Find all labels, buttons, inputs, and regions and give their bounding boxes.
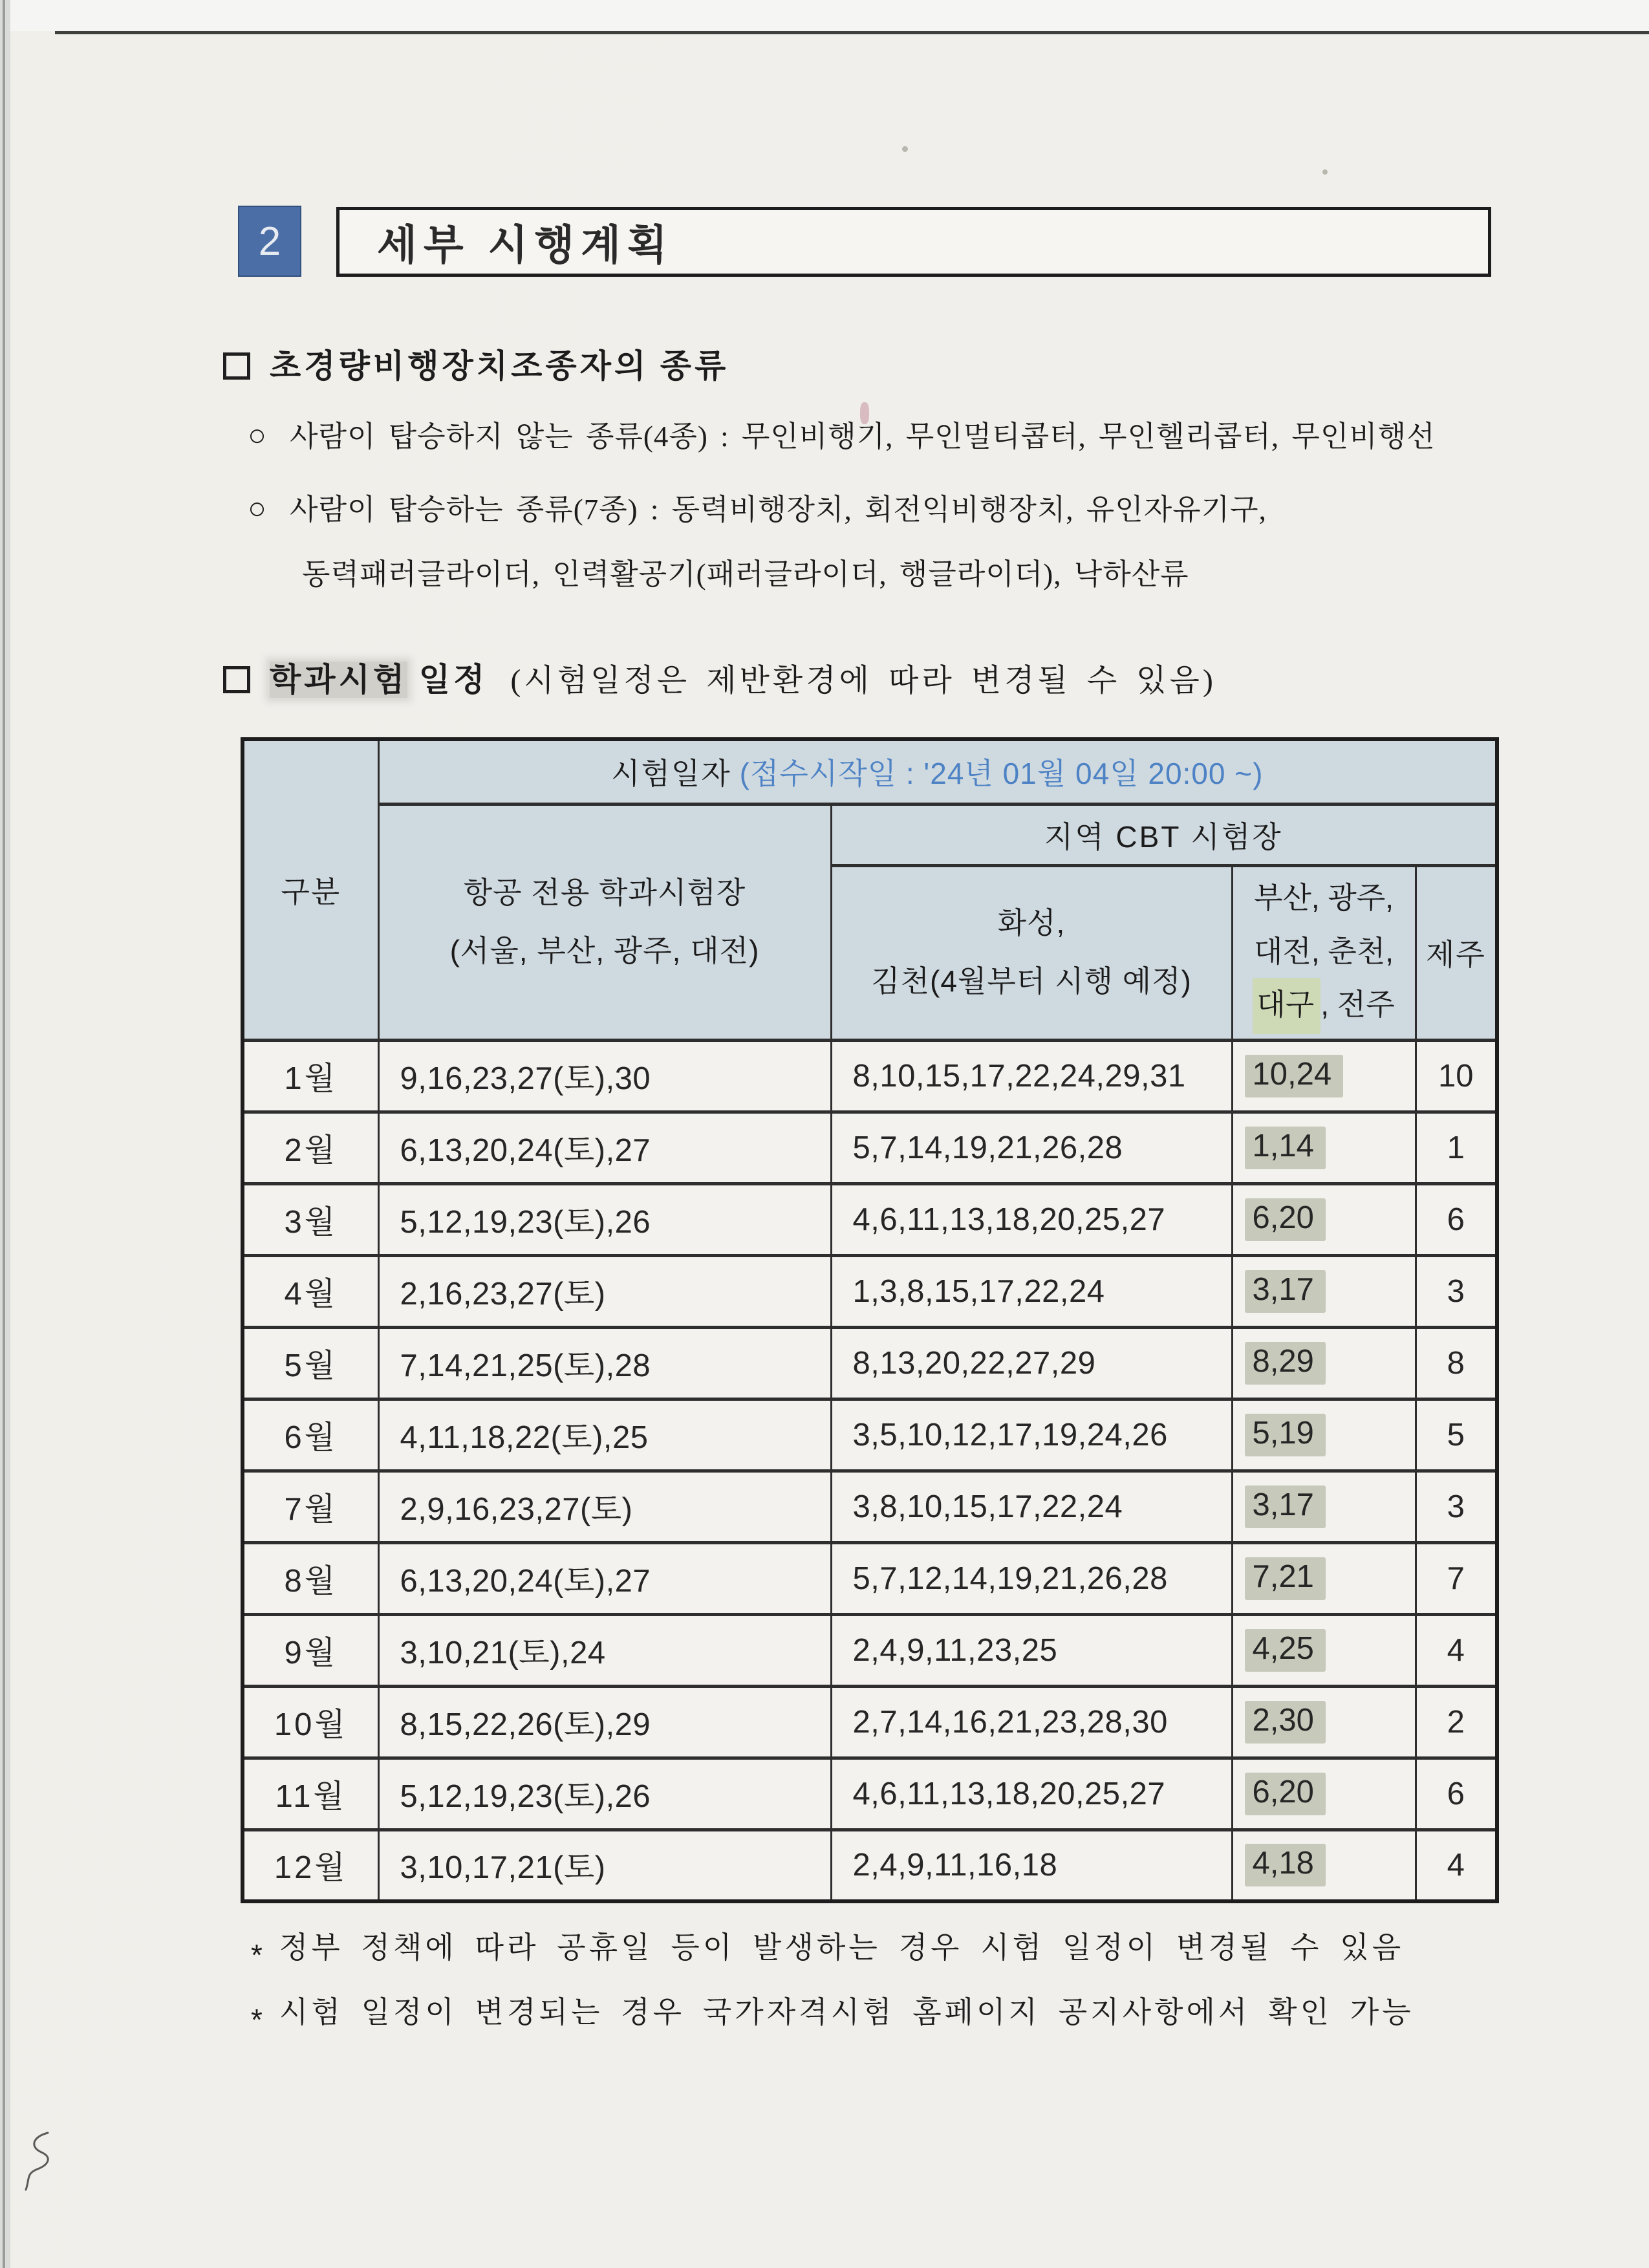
- scan-speck: [1322, 169, 1328, 175]
- footnote-2-text: 시험 일정이 변경되는 경우 국가자격시험 홈페이지 공지사항에서 확인 가능: [279, 1995, 1414, 2029]
- regional-dates-cell: 8,10,15,17,22,24,29,31: [831, 1040, 1232, 1112]
- highlight-mark: 10,24: [1245, 1055, 1344, 1097]
- aviation-dates-cell: 7,14,21,25(토),28: [378, 1327, 831, 1399]
- jeju-date-cell: 8: [1416, 1327, 1497, 1399]
- highlight-mark: 6,20: [1245, 1773, 1326, 1815]
- table-header-row: [242, 739, 1497, 804]
- month-cell: 6월: [242, 1399, 378, 1471]
- table-row: [242, 1614, 1497, 1686]
- aviation-dates-cell: 2,16,23,27(토): [378, 1255, 831, 1327]
- circle-bullet-icon: ○: [248, 418, 266, 453]
- schedule-section-heading: [270, 660, 1216, 700]
- scan-left-tint: [0, 0, 10, 2268]
- asterisk-icon: *: [251, 2003, 263, 2036]
- table-row: [242, 1183, 1497, 1255]
- regional-dates-cell: 3,5,10,12,17,19,24,26: [831, 1399, 1232, 1471]
- square-bullet-icon: [223, 666, 250, 693]
- table-row: [242, 1686, 1497, 1758]
- regional-dates-cell: 4,6,11,13,18,20,25,27: [831, 1183, 1232, 1255]
- month-cell: 11월: [242, 1758, 378, 1830]
- schedule-section-heading-row: [223, 660, 1216, 700]
- exam-date-label: 시험일자: [611, 757, 731, 791]
- aviation-site-line1: 항공 전용 학과시험장: [463, 875, 746, 909]
- regional-dates-cell: 2,7,14,16,21,23,28,30: [831, 1686, 1232, 1758]
- table-row: [242, 1040, 1497, 1112]
- highlighted-dates-cell: [1232, 1686, 1416, 1758]
- highlighted-dates-cell: [1232, 1471, 1416, 1542]
- aviation-dates-cell: 9,16,23,27(토),30: [378, 1040, 831, 1112]
- hwaseong-line: 화성,: [997, 906, 1066, 940]
- exam-schedule-table: [241, 737, 1499, 1903]
- header-cell-regional-cbt: 지역 CBT 시험장: [831, 804, 1497, 865]
- month-cell: 10월: [242, 1686, 378, 1758]
- highlighted-dates-cell: [1232, 1327, 1416, 1399]
- month-cell: 9월: [242, 1614, 378, 1686]
- highlight-mark: 4,18: [1245, 1844, 1326, 1886]
- jeju-date-cell: 6: [1416, 1758, 1497, 1830]
- jeju-date-cell: 4: [1416, 1614, 1497, 1686]
- jeju-date-cell: 6: [1416, 1183, 1497, 1255]
- square-bullet-icon: [223, 352, 250, 380]
- jeju-date-cell: 1: [1416, 1112, 1497, 1183]
- section-title-bar: [336, 207, 1491, 277]
- highlighted-dates-cell: [1232, 1040, 1416, 1112]
- jeju-date-cell: 7: [1416, 1542, 1497, 1614]
- table-row: [242, 1327, 1497, 1399]
- highlight-smudge: 학과시험: [270, 662, 408, 698]
- aviation-dates-cell: 3,10,17,21(토): [378, 1830, 831, 1901]
- highlighted-dates-cell: [1232, 1758, 1416, 1830]
- types-bullet-2-line2: 동력패러글라이더, 인력활공기(패러글라이더, 행글라이더), 낙하산류: [302, 558, 1189, 590]
- highlighted-dates-cell: [1232, 1614, 1416, 1686]
- regional-dates-cell: 8,13,20,22,27,29: [831, 1327, 1232, 1399]
- handwritten-squiggle-mark: [19, 2128, 71, 2205]
- header-cell-aviation-site: [378, 804, 831, 1040]
- table-row: [242, 1255, 1497, 1327]
- regional-dates-cell: 5,7,12,14,19,21,26,28: [831, 1542, 1232, 1614]
- footnote-1: [251, 1928, 1404, 1972]
- highlighted-dates-cell: [1232, 1830, 1416, 1901]
- regional-dates-cell: 1,3,8,15,17,22,24: [831, 1255, 1232, 1327]
- month-cell: 8월: [242, 1542, 378, 1614]
- highlighted-dates-cell: [1232, 1255, 1416, 1327]
- cities-line1: 부산, 광주,: [1253, 880, 1394, 914]
- table-row: [242, 1758, 1497, 1830]
- table-header-row: [242, 804, 1497, 865]
- aviation-dates-cell: 8,15,22,26(토),29: [378, 1686, 831, 1758]
- header-cell-gubun: 구분: [242, 739, 378, 1040]
- table-row: [242, 1399, 1497, 1471]
- aviation-dates-cell: 6,13,20,24(토),27: [378, 1112, 831, 1183]
- scan-left-edge-line: [3, 0, 5, 2268]
- aviation-dates-cell: 6,13,20,24(토),27: [378, 1542, 831, 1614]
- month-cell: 3월: [242, 1183, 378, 1255]
- table-row: [242, 1112, 1497, 1183]
- asterisk-icon: *: [251, 1938, 263, 1972]
- table-row: [242, 1471, 1497, 1542]
- highlighted-dates-cell: [1232, 1542, 1416, 1614]
- schedule-heading-rest: 일정: [407, 662, 488, 698]
- highlighted-dates-cell: [1232, 1399, 1416, 1471]
- jeju-date-cell: 3: [1416, 1255, 1497, 1327]
- regional-dates-cell: 3,8,10,15,17,22,24: [831, 1471, 1232, 1542]
- highlight-mark: 2,30: [1245, 1701, 1326, 1744]
- highlight-mark: 6,20: [1245, 1198, 1326, 1241]
- month-cell: 2월: [242, 1112, 378, 1183]
- highlight-mark: 5,19: [1245, 1414, 1326, 1456]
- aviation-site-line2: (서울, 부산, 광주, 대전): [449, 933, 760, 967]
- cities-line3: [1233, 978, 1415, 1034]
- regional-dates-cell: 4,6,11,13,18,20,25,27: [831, 1758, 1232, 1830]
- jeju-date-cell: 2: [1416, 1686, 1497, 1758]
- circle-bullet-icon: ○: [248, 491, 266, 526]
- month-cell: 1월: [242, 1040, 378, 1112]
- aviation-dates-cell: 4,11,18,22(토),25: [378, 1399, 831, 1471]
- header-cell-exam-date: [378, 739, 1497, 804]
- footnote-1-text: 정부 정책에 따라 공휴일 등이 발생하는 경우 시험 일정이 변경될 수 있음: [279, 1930, 1405, 1964]
- scan-speck: [902, 146, 908, 152]
- cities-line3-rest: , 전주: [1320, 988, 1395, 1022]
- header-cell-jeju: 제주: [1416, 865, 1497, 1040]
- highlight-mark: 1,14: [1245, 1127, 1326, 1169]
- jeju-date-cell: 4: [1416, 1830, 1497, 1901]
- regional-dates-cell: 2,4,9,11,23,25: [831, 1614, 1232, 1686]
- jeju-date-cell: 3: [1416, 1471, 1497, 1542]
- aviation-dates-cell: 2,9,16,23,27(토): [378, 1471, 831, 1542]
- registration-start-note: (접수시작일 : '24년 01월 04일 20:00 ~): [739, 757, 1264, 791]
- highlight-mark: 3,17: [1245, 1270, 1326, 1313]
- types-bullet-1: [248, 417, 1436, 457]
- page-title: 세부 시행계획: [377, 222, 674, 268]
- aviation-dates-cell: 5,12,19,23(토),26: [378, 1183, 831, 1255]
- section-number-badge: 2: [238, 206, 301, 277]
- regional-dates-cell: 5,7,14,19,21,26,28: [831, 1112, 1232, 1183]
- types-section-heading-row: [223, 346, 729, 387]
- month-cell: 5월: [242, 1327, 378, 1399]
- types-bullet-2-continued: [302, 555, 1189, 594]
- aviation-dates-cell: 5,12,19,23(토),26: [378, 1758, 831, 1830]
- daegu-highlight-mark: 대구: [1253, 978, 1320, 1034]
- header-cell-hwaseong-gimcheon: [831, 865, 1232, 1040]
- types-bullet-2-line1: 사람이 탑승하는 종류(7종) : 동력비행장치, 회전익비행장치, 유인자유기구,: [290, 493, 1267, 526]
- header-cell-regional-cities: [1232, 865, 1416, 1040]
- highlight-mark: 4,25: [1245, 1629, 1326, 1672]
- table-row: [242, 1542, 1497, 1614]
- month-cell: 4월: [242, 1255, 378, 1327]
- gimcheon-line: 김천(4월부터 시행 예정): [871, 964, 1192, 998]
- highlight-mark: 8,29: [1245, 1342, 1326, 1385]
- highlight-mark: 3,17: [1245, 1485, 1326, 1528]
- types-bullet-1-text: 사람이 탑승하지 않는 종류(4종) : 무인비행기, 무인멀티콥터, 무인헬리콥터, 무인비행선: [290, 420, 1436, 453]
- highlighted-dates-cell: [1232, 1183, 1416, 1255]
- aviation-dates-cell: 3,10,21(토),24: [378, 1614, 831, 1686]
- month-cell: 12월: [242, 1830, 378, 1901]
- types-section-heading: 초경량비행장치조종자의 종류: [270, 348, 729, 384]
- table-row: [242, 1830, 1497, 1901]
- footnote-2: [251, 1993, 1414, 2037]
- schedule-heading-note: (시험일정은 제반환경에 따라 변경될 수 있음): [510, 664, 1216, 698]
- month-cell: 7월: [242, 1471, 378, 1542]
- highlighted-dates-cell: [1232, 1112, 1416, 1183]
- jeju-date-cell: 5: [1416, 1399, 1497, 1471]
- regional-dates-cell: 2,4,9,11,16,18: [831, 1830, 1232, 1901]
- highlight-mark: 7,21: [1245, 1557, 1326, 1600]
- jeju-date-cell: 10: [1416, 1040, 1497, 1112]
- scan-paper-edge-line: [55, 31, 1649, 34]
- types-bullet-2: [248, 490, 1267, 530]
- scan-top-margin: [0, 0, 1649, 31]
- cities-line2: 대전, 춘천,: [1253, 934, 1394, 968]
